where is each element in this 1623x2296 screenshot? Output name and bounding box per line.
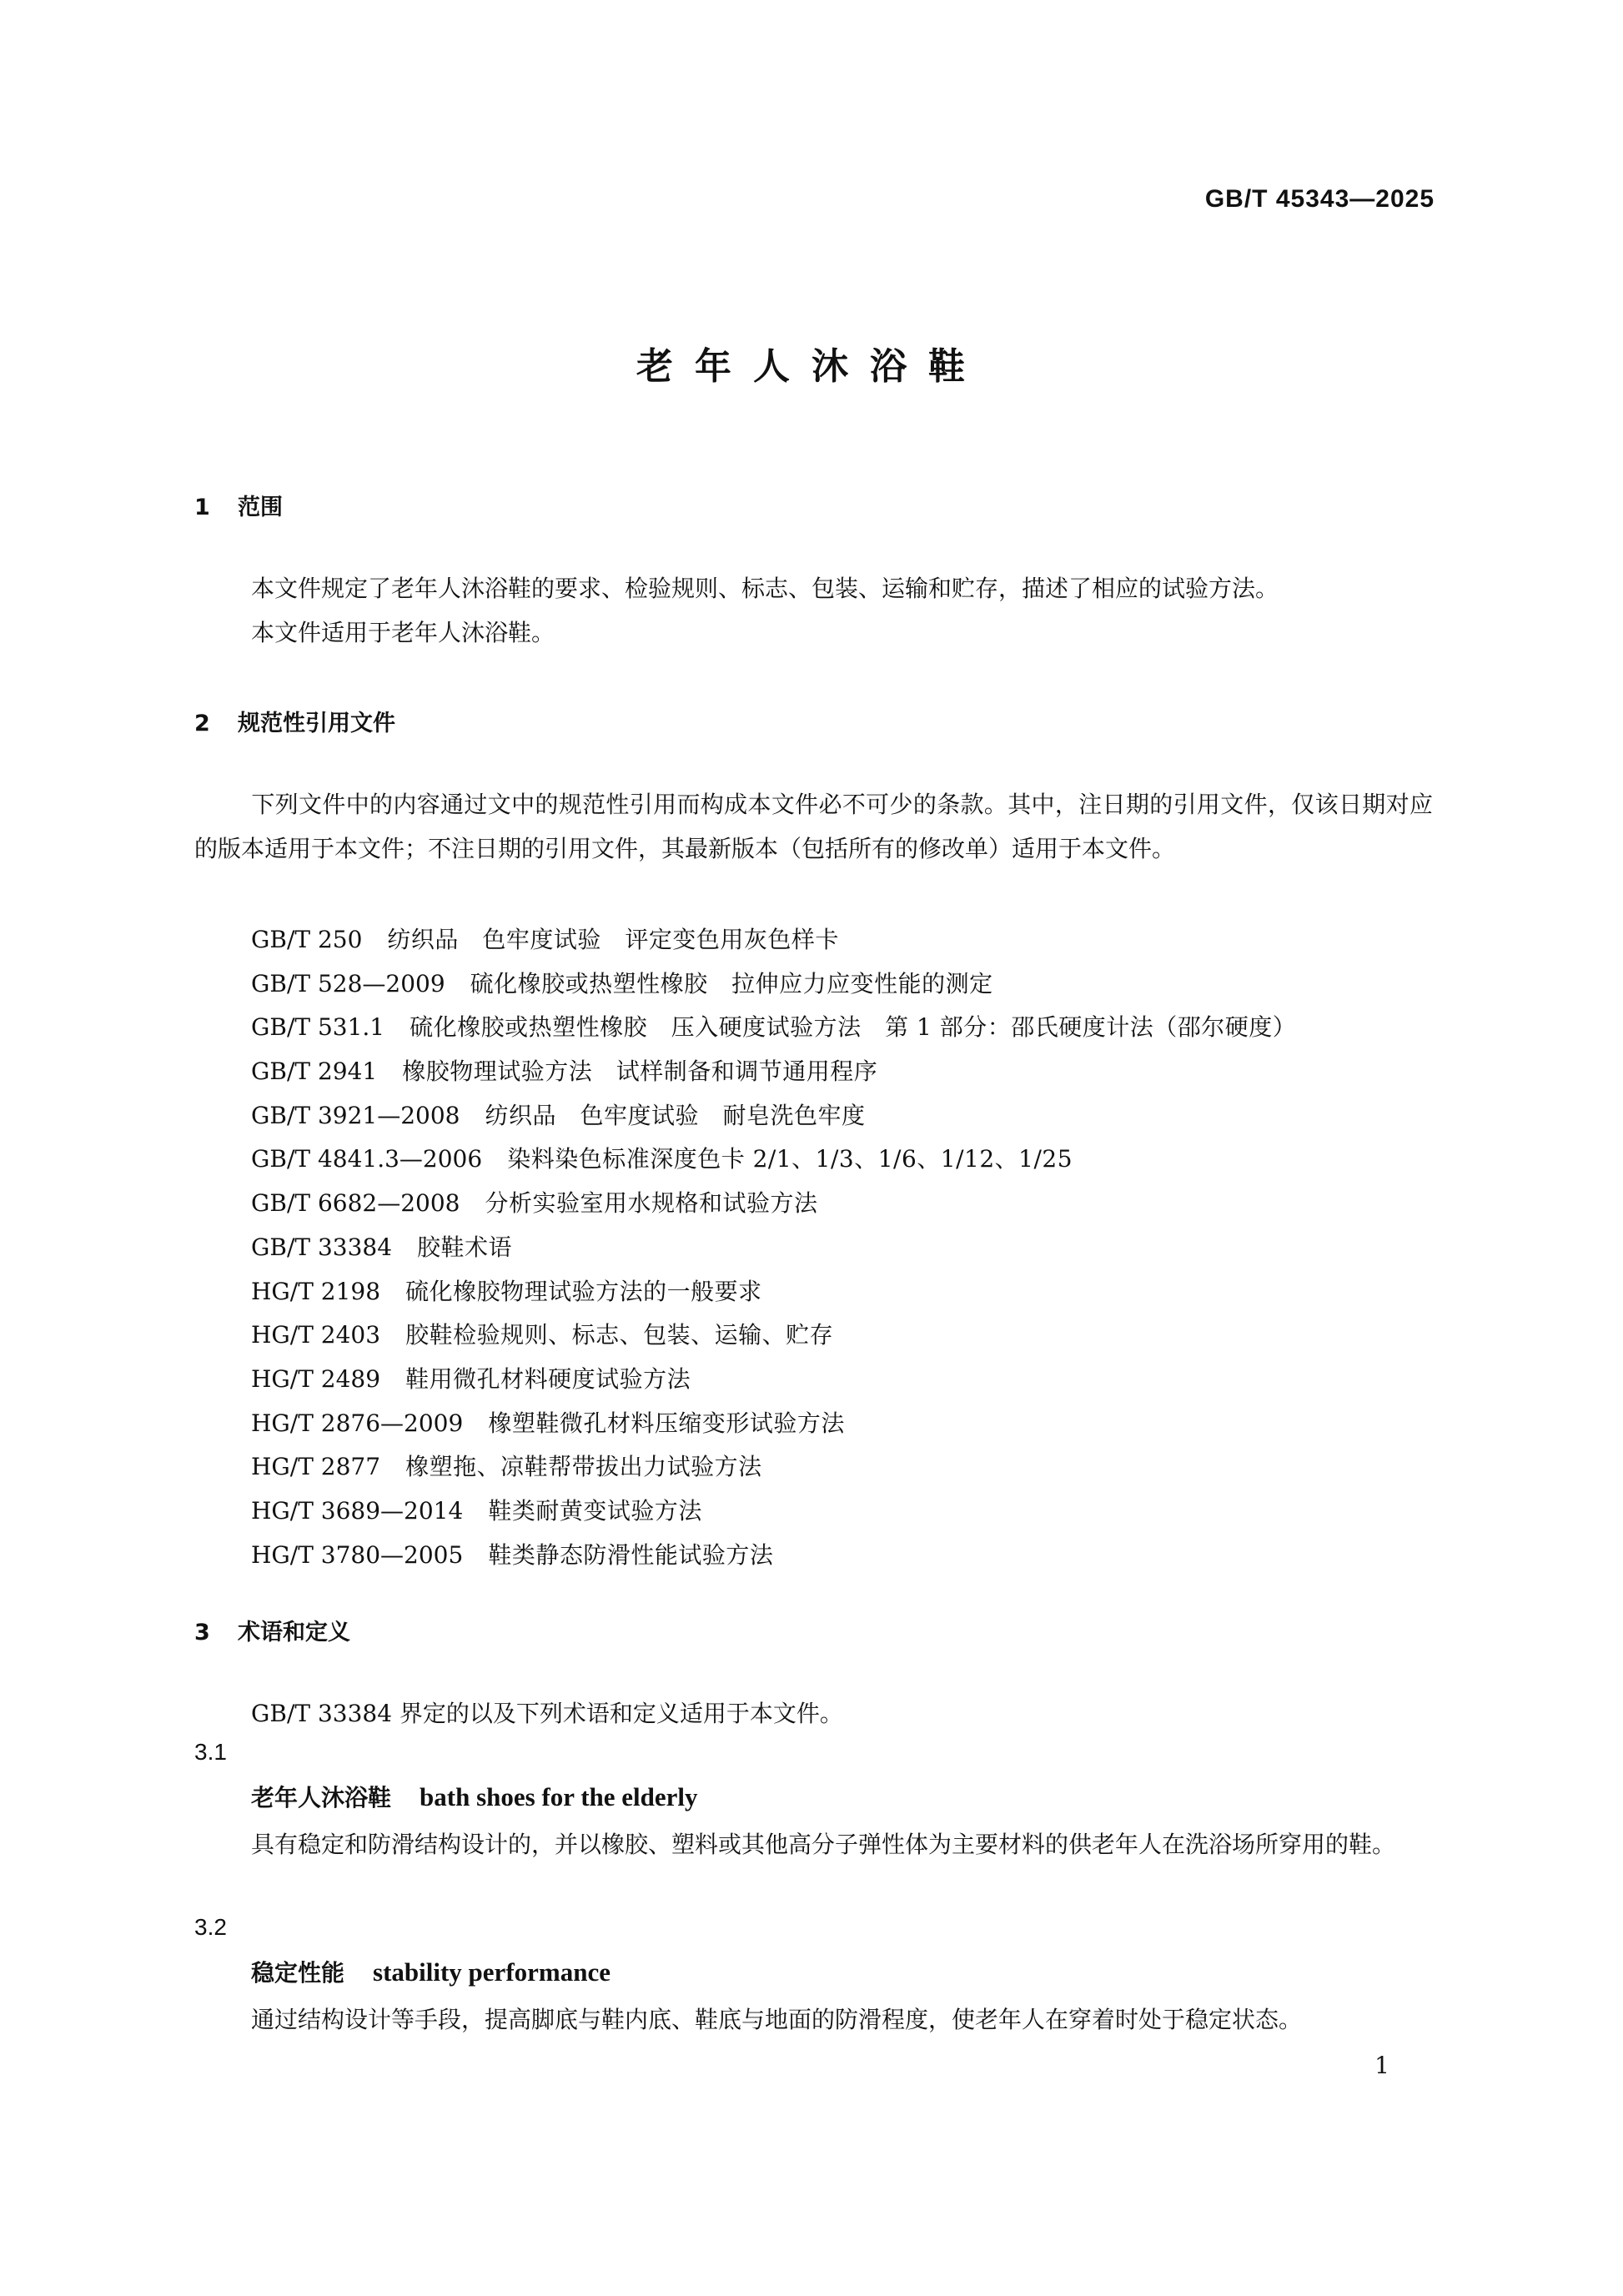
reference-code: GB/T 4841.3—2006 bbox=[251, 1145, 483, 1173]
reference-title: 硫化橡胶或热塑性橡胶 压入硬度试验方法 第 1 部分：邵氏硬度计法（邵尔硬度） bbox=[410, 1013, 1297, 1042]
section-heading-references bbox=[194, 705, 395, 737]
terms-intro: GB/T 33384 界定的以及下列术语和定义适用于本文件。 bbox=[251, 1700, 843, 1727]
reference-code: GB/T 2941 bbox=[251, 1058, 378, 1086]
section-title: 规范性引用文件 bbox=[238, 711, 395, 736]
reference-item bbox=[251, 1094, 1296, 1138]
reference-item bbox=[251, 962, 1296, 1007]
reference-code: HG/T 2876—2009 bbox=[251, 1409, 464, 1437]
reference-code: HG/T 2403 bbox=[251, 1321, 381, 1349]
section-number: 3 bbox=[194, 1620, 210, 1645]
reference-title: 鞋用微孔材料硬度试验方法 bbox=[405, 1364, 691, 1393]
reference-item bbox=[251, 1270, 1296, 1314]
reference-code: HG/T 2877 bbox=[251, 1453, 381, 1481]
standard-number: GB/T 45343—2025 bbox=[1204, 185, 1435, 213]
reference-list bbox=[251, 918, 1296, 1577]
reference-code: HG/T 3780—2005 bbox=[251, 1540, 464, 1569]
reference-title: 纺织品 色牢度试验 评定变色用灰色样卡 bbox=[387, 926, 839, 953]
term-definition: 具有稳定和防滑结构设计的，并以橡胶、塑料或其他高分子弹性体为主要材料的供老年人在洗浴场所穿用的鞋。 bbox=[251, 1831, 1396, 1858]
document-title: 老年人沐浴鞋 bbox=[636, 345, 987, 388]
reference-item bbox=[251, 1402, 1296, 1446]
reference-item bbox=[251, 1050, 1296, 1094]
clause-number: 3.1 bbox=[194, 1739, 227, 1765]
reference-item bbox=[251, 1138, 1296, 1182]
reference-code: GB/T 33384 bbox=[251, 1233, 393, 1261]
reference-code: GB/T 6682—2008 bbox=[251, 1189, 460, 1218]
reference-title: 硫化橡胶或热塑性橡胶 拉伸应力应变性能的测定 bbox=[470, 969, 993, 997]
reference-title: 橡胶物理试验方法 试样制备和调节通用程序 bbox=[402, 1058, 878, 1086]
clause-number: 3.2 bbox=[194, 1914, 227, 1940]
reference-code: GB/T 250 bbox=[251, 926, 363, 953]
reference-title: 胶鞋检验规则、标志、包装、运输、贮存 bbox=[405, 1321, 834, 1349]
reference-title: 橡塑拖、凉鞋帮带拔出力试验方法 bbox=[405, 1453, 762, 1481]
paragraph: 本文件适用于老年人沐浴鞋。 bbox=[251, 619, 555, 646]
references-intro: 下列文件中的内容通过文中的规范性引用而构成本文件必不可少的条款。其中，注日期的引用文件，仅该日期对应的版本适用于本文件；不注日期的引用文件，其最新版本（包括所有的修改单）适用于本文件。 bbox=[194, 791, 1433, 862]
paragraph: 本文件规定了老年人沐浴鞋的要求、检验规则、标志、包装、运输和贮存，描述了相应的试验方法。 bbox=[251, 575, 1279, 602]
term-en: bath shoes for the elderly bbox=[420, 1782, 698, 1811]
reference-item bbox=[251, 918, 1296, 962]
reference-item bbox=[251, 1358, 1296, 1402]
term-heading bbox=[251, 1955, 611, 1988]
reference-code: HG/T 2198 bbox=[251, 1277, 381, 1305]
reference-title: 鞋类静态防滑性能试验方法 bbox=[488, 1540, 774, 1569]
reference-code: GB/T 3921—2008 bbox=[251, 1101, 460, 1129]
reference-title: 橡塑鞋微孔材料压缩变形试验方法 bbox=[488, 1409, 845, 1437]
reference-item bbox=[251, 1314, 1296, 1358]
section-number: 2 bbox=[194, 711, 210, 736]
section-title: 范围 bbox=[238, 495, 283, 520]
term-zh: 老年人沐浴鞋 bbox=[251, 1784, 392, 1811]
reference-code: HG/T 3689—2014 bbox=[251, 1496, 464, 1525]
reference-title: 分析实验室用水规格和试验方法 bbox=[485, 1189, 818, 1218]
reference-title: 胶鞋术语 bbox=[417, 1233, 513, 1261]
reference-code: GB/T 531.1 bbox=[251, 1013, 385, 1042]
section-heading-scope bbox=[194, 489, 283, 521]
reference-title: 纺织品 色牢度试验 耐皂洗色牢度 bbox=[485, 1101, 866, 1129]
reference-item bbox=[251, 1490, 1296, 1534]
reference-item bbox=[251, 1182, 1296, 1226]
reference-title: 染料染色标准深度色卡 2/1、1/3、1/6、1/12、1/25 bbox=[507, 1145, 1073, 1173]
section-heading-terms bbox=[194, 1614, 350, 1646]
term-en: stability performance bbox=[373, 1957, 611, 1987]
reference-title: 硫化橡胶物理试验方法的一般要求 bbox=[405, 1277, 762, 1305]
reference-item bbox=[251, 1445, 1296, 1490]
reference-code: HG/T 2489 bbox=[251, 1364, 381, 1393]
term-zh: 稳定性能 bbox=[251, 1959, 345, 1987]
page-number: 1 bbox=[1374, 2052, 1389, 2079]
reference-item bbox=[251, 1226, 1296, 1270]
reference-item bbox=[251, 1534, 1296, 1578]
term-heading bbox=[251, 1780, 698, 1813]
reference-item bbox=[251, 1006, 1296, 1050]
reference-title: 鞋类耐黄变试验方法 bbox=[488, 1496, 702, 1525]
reference-code: GB/T 528—2009 bbox=[251, 969, 445, 997]
section-title: 术语和定义 bbox=[238, 1620, 350, 1645]
term-definition: 通过结构设计等手段，提高脚底与鞋内底、鞋底与地面的防滑程度，使老年人在穿着时处于稳定状态。 bbox=[251, 2006, 1303, 2033]
section-number: 1 bbox=[194, 495, 210, 520]
